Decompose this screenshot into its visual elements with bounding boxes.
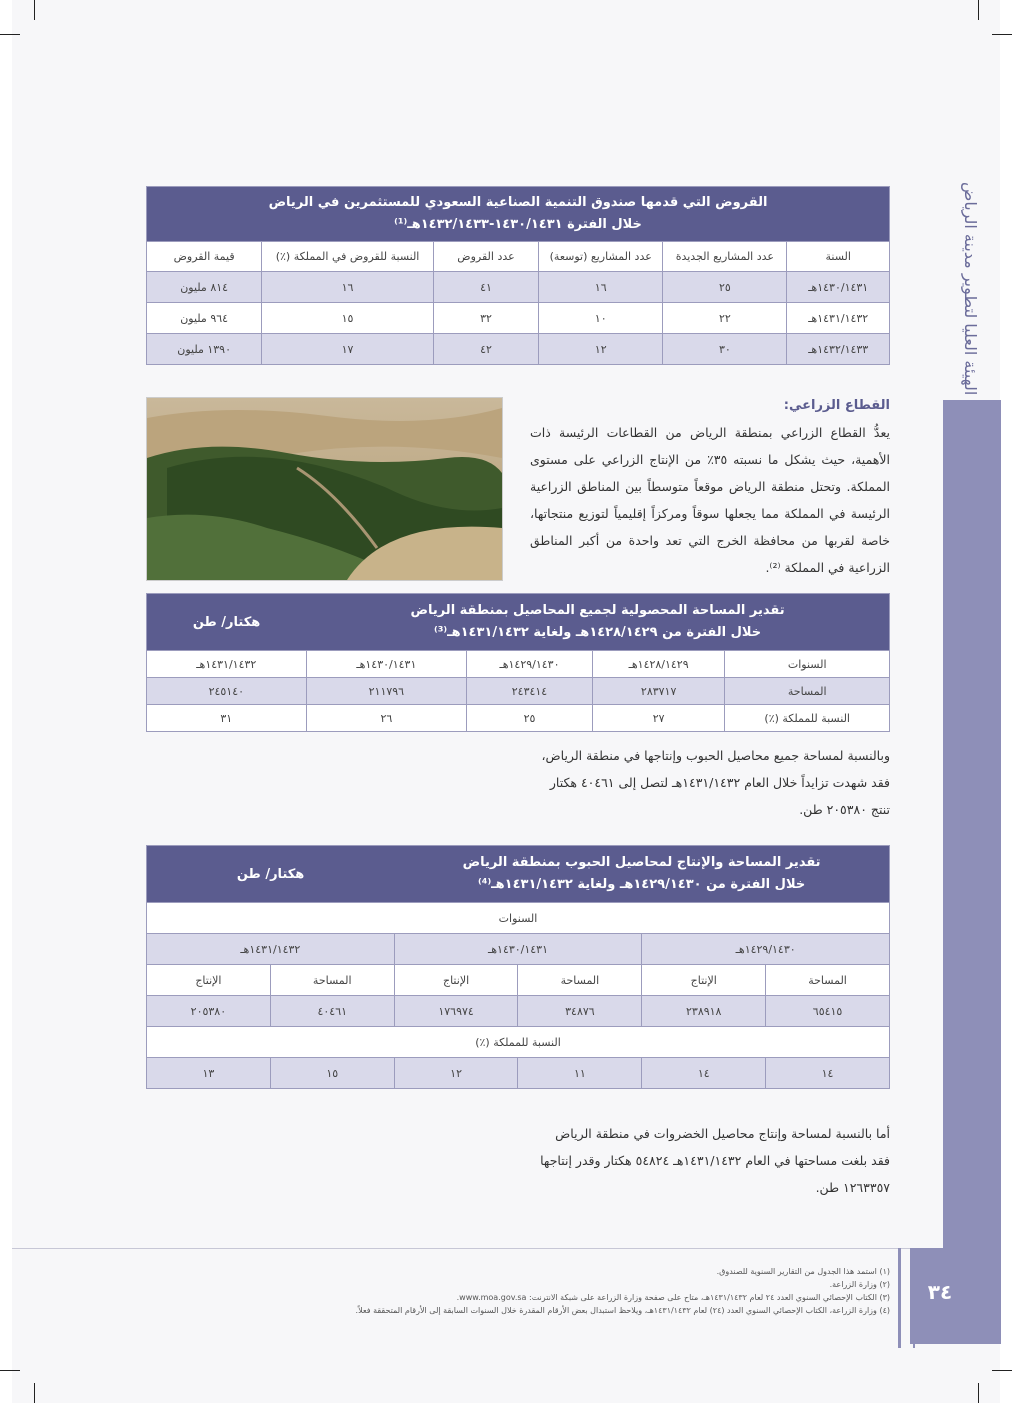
table-title: تقدير المساحة والإنتاج لمحاصيل الحبوب بمنطقة الرياض [462,855,821,870]
table-cell: ١٢ [394,1058,518,1089]
table-row [147,272,890,303]
text-line: فقد شهدت تزايداً خلال العام ١٤٣١/١٤٣٢هـ لتصل إلى ٤٠٤٦١ هكتار [549,775,890,790]
grain-paragraph [530,742,890,823]
table-cell: ٢٠٥٣٨٠ [147,996,271,1027]
footnote: (٤) وزارة الزراعة، الكتاب الإحصائي السنوي العدد (٢٤) لعام ١٤٣١/١٤٣٢هـ، ويلاحظ استبدال بعض الأرقام المقدرة خلال السنوات السابقة إلى الأرقام المتحققة فعلاً. [355,1306,890,1315]
table-subtitle: خلال الفترة ١٤٣٠/١٤٣١-١٤٣٢/١٤٣٣هـ⁽¹⁾ [394,217,642,232]
footnote: (١) استمد هذا الجدول من التقارير السنوية للصندوق. [716,1267,890,1276]
table-cell: ١٧٦٩٧٤ [394,996,518,1027]
table-row [147,996,890,1027]
table-cell: ٢١١٧٩٦ [306,678,467,705]
table-cell: ١٦ [262,272,434,303]
agri-section [530,392,890,581]
sidebar-strip [943,400,1001,1248]
column-header: الإنتاج [147,965,271,996]
table-cell: ١٥ [270,1058,394,1089]
text-line: فقد بلغت مساحتها في العام ١٤٣١/١٤٣٢هـ ٥٤٨٢٤ هكتار وقدر إنتاجها [540,1153,890,1168]
table-row [147,678,890,705]
years-label: السنوات [147,903,890,934]
table-cell: ٣٢ [433,303,538,334]
table-title: تقدير المساحة المحصولية لجميع المحاصيل بمنطقة الرياض [410,603,785,618]
section-title: القطاع الزراعي: [783,398,890,413]
text-line: أما بالنسبة لمساحة وإنتاج محاصيل الخضروات في منطقة الرياض [555,1126,890,1141]
table-cell: ٢٢ [663,303,787,334]
table-subtitle: خلال الفترة من ١٤٢٩/١٤٣٠هـ ولغاية ١٤٣١/١٤٣٢هـ⁽⁴⁾ [477,877,806,892]
column-header: المساحة [766,965,890,996]
table-row [147,651,890,678]
table-title: القروض التي قدمها صندوق التنمية الصناعية السعودي للمستثمرين في الرياض [268,195,768,210]
loans-table [146,186,890,365]
row-label: النسبة للمملكة (٪) [725,705,890,732]
table-cell: ٢٧ [592,705,725,732]
table-cell: ١٤ [766,1058,890,1089]
palm-valley-photo-drawing [147,398,502,580]
table-row [147,1058,890,1089]
column-header: السنة [787,242,890,272]
crop-mark [978,0,979,20]
table-row [147,334,890,365]
column-header: الإنتاج [394,965,518,996]
table-cell: ١٤٢٨/١٤٢٩هـ [592,651,725,678]
table-cell: ٢٤٥١٤٠ [147,678,307,705]
table-cell: ١٧ [262,334,434,365]
table-cell: ١٤٢٩/١٤٣٠هـ [467,651,593,678]
crop-mark [0,1370,20,1371]
table-cell: ٣١ [147,705,307,732]
footer-divider [12,1248,912,1249]
table-subtitle: خلال الفترة من ١٤٢٨/١٤٢٩هـ ولغاية ١٤٣١/١٤٣٢هـ⁽³⁾ [433,625,762,640]
table-cell: ١٣٩٠ مليون [147,334,262,365]
sidebar-title: الهيئة العليا لتطوير مدينة الرياض [961,181,980,395]
row-label: السنوات [725,651,890,678]
vegetables-paragraph [530,1120,890,1201]
table-cell: ٩٦٤ مليون [147,303,262,334]
table-cell: ١٤٣٠/١٤٣١هـ [306,651,467,678]
crop-mark [34,0,35,20]
table-cell: ٣٠ [663,334,787,365]
table-cell: ١٤٣١/١٤٣٢هـ [787,303,890,334]
column-header: عدد القروض [433,242,538,272]
row-label: المساحة [725,678,890,705]
pct-label: النسبة للمملكة (٪) [147,1027,890,1058]
table-cell: ١٢ [539,334,663,365]
table-cell: ٢٦ [306,705,467,732]
column-header: قيمة القروض [147,242,262,272]
table-cell: ١٤٣٠/١٤٣١هـ [787,272,890,303]
crop-area-table [146,593,890,732]
crop-mark [992,34,1012,35]
crop-mark [34,1383,35,1403]
table-cell: ٢٥ [467,705,593,732]
unit-label: هكتار/ طن [147,594,307,651]
table-cell: ١٤٣١/١٤٣٢هـ [147,651,307,678]
table-cell: ١٤٣١/١٤٣٢هـ [147,934,395,965]
table-cell: ٤٢ [433,334,538,365]
table-cell: ١٤ [642,1058,766,1089]
palm-valley-photo [146,397,503,581]
table-cell: ١٤٢٩/١٤٣٠هـ [642,934,890,965]
table-cell: ٤٠٤٦١ [270,996,394,1027]
agri-paragraph: يعدُّ القطاع الزراعي بمنطقة الرياض من القطاعات الرئيسة ذات الأهمية، حيث يشكل ما نسبته ٣٥٪ من الإنتاج الزراعي على مستوى المملكة. وتحتل منطقة الرياض موقعاً متوسطاً بين المناطق الزراعية الرئيسة في المملكة مما يجعلها سوقاً ومركزاً إقليمياً لتوزيع منتجاتها، خاصة لقربها من محافظة الخرج التي تعد واحدة من أكبر المناطق الزراعية في المملكة ⁽²⁾. [530,425,891,575]
table-cell: ١١ [518,1058,642,1089]
footnote: (٢) وزارة الزراعة. [829,1280,890,1289]
table-cell: ٢٣٨٩١٨ [642,996,766,1027]
grain-table [146,845,890,1089]
table-row [147,705,890,732]
table-cell: ١٠ [539,303,663,334]
footnotes [320,1265,890,1317]
table-row [147,303,890,334]
table-row [147,934,890,965]
table-cell: ٢٤٣٤١٤ [467,678,593,705]
table-cell: ٨١٤ مليون [147,272,262,303]
table-cell: ٦٥٤١٥ [766,996,890,1027]
table-cell: ٢٨٣٧١٧ [592,678,725,705]
table-cell: ٤١ [433,272,538,303]
table-cell: ١٥ [262,303,434,334]
column-header: المساحة [518,965,642,996]
table-row [147,965,890,996]
text-line: تنتج ٢٠٥٣٨٠ طن. [799,802,890,817]
text-line: ١٢٦٣٣٥٧ طن. [815,1180,890,1195]
column-header: الإنتاج [642,965,766,996]
crop-mark [978,1383,979,1403]
column-header: النسبة للقروض في المملكة (٪) [262,242,434,272]
table-cell: ١٣ [147,1058,271,1089]
crop-mark [0,34,20,35]
unit-label: هكتار/ طن [147,846,395,903]
crop-mark [992,1370,1012,1371]
table-cell: ١٤٣٢/١٤٣٣هـ [787,334,890,365]
table-cell: ٣٤٨٧٦ [518,996,642,1027]
column-header: عدد المشاريع الجديدة [663,242,787,272]
page-number: ٣٤ [927,1280,953,1304]
table-cell: ١٤٣٠/١٤٣١هـ [394,934,642,965]
footnote: (٣) الكتاب الإحصائي السنوي العدد ٢٤ لعام ١٤٣١/١٤٣٢هـ، متاح على صفحة وزارة الزراعة على شبكة الانترنت: www.moa.gov.sa. [456,1293,890,1302]
table-cell: ١٦ [539,272,663,303]
column-header: المساحة [270,965,394,996]
table-cell: ٢٥ [663,272,787,303]
text-line: وبالنسبة لمساحة جميع محاصيل الحبوب وإنتاجها في منطقة الرياض، [541,748,890,763]
column-header: عدد المشاريع (توسعة) [539,242,663,272]
